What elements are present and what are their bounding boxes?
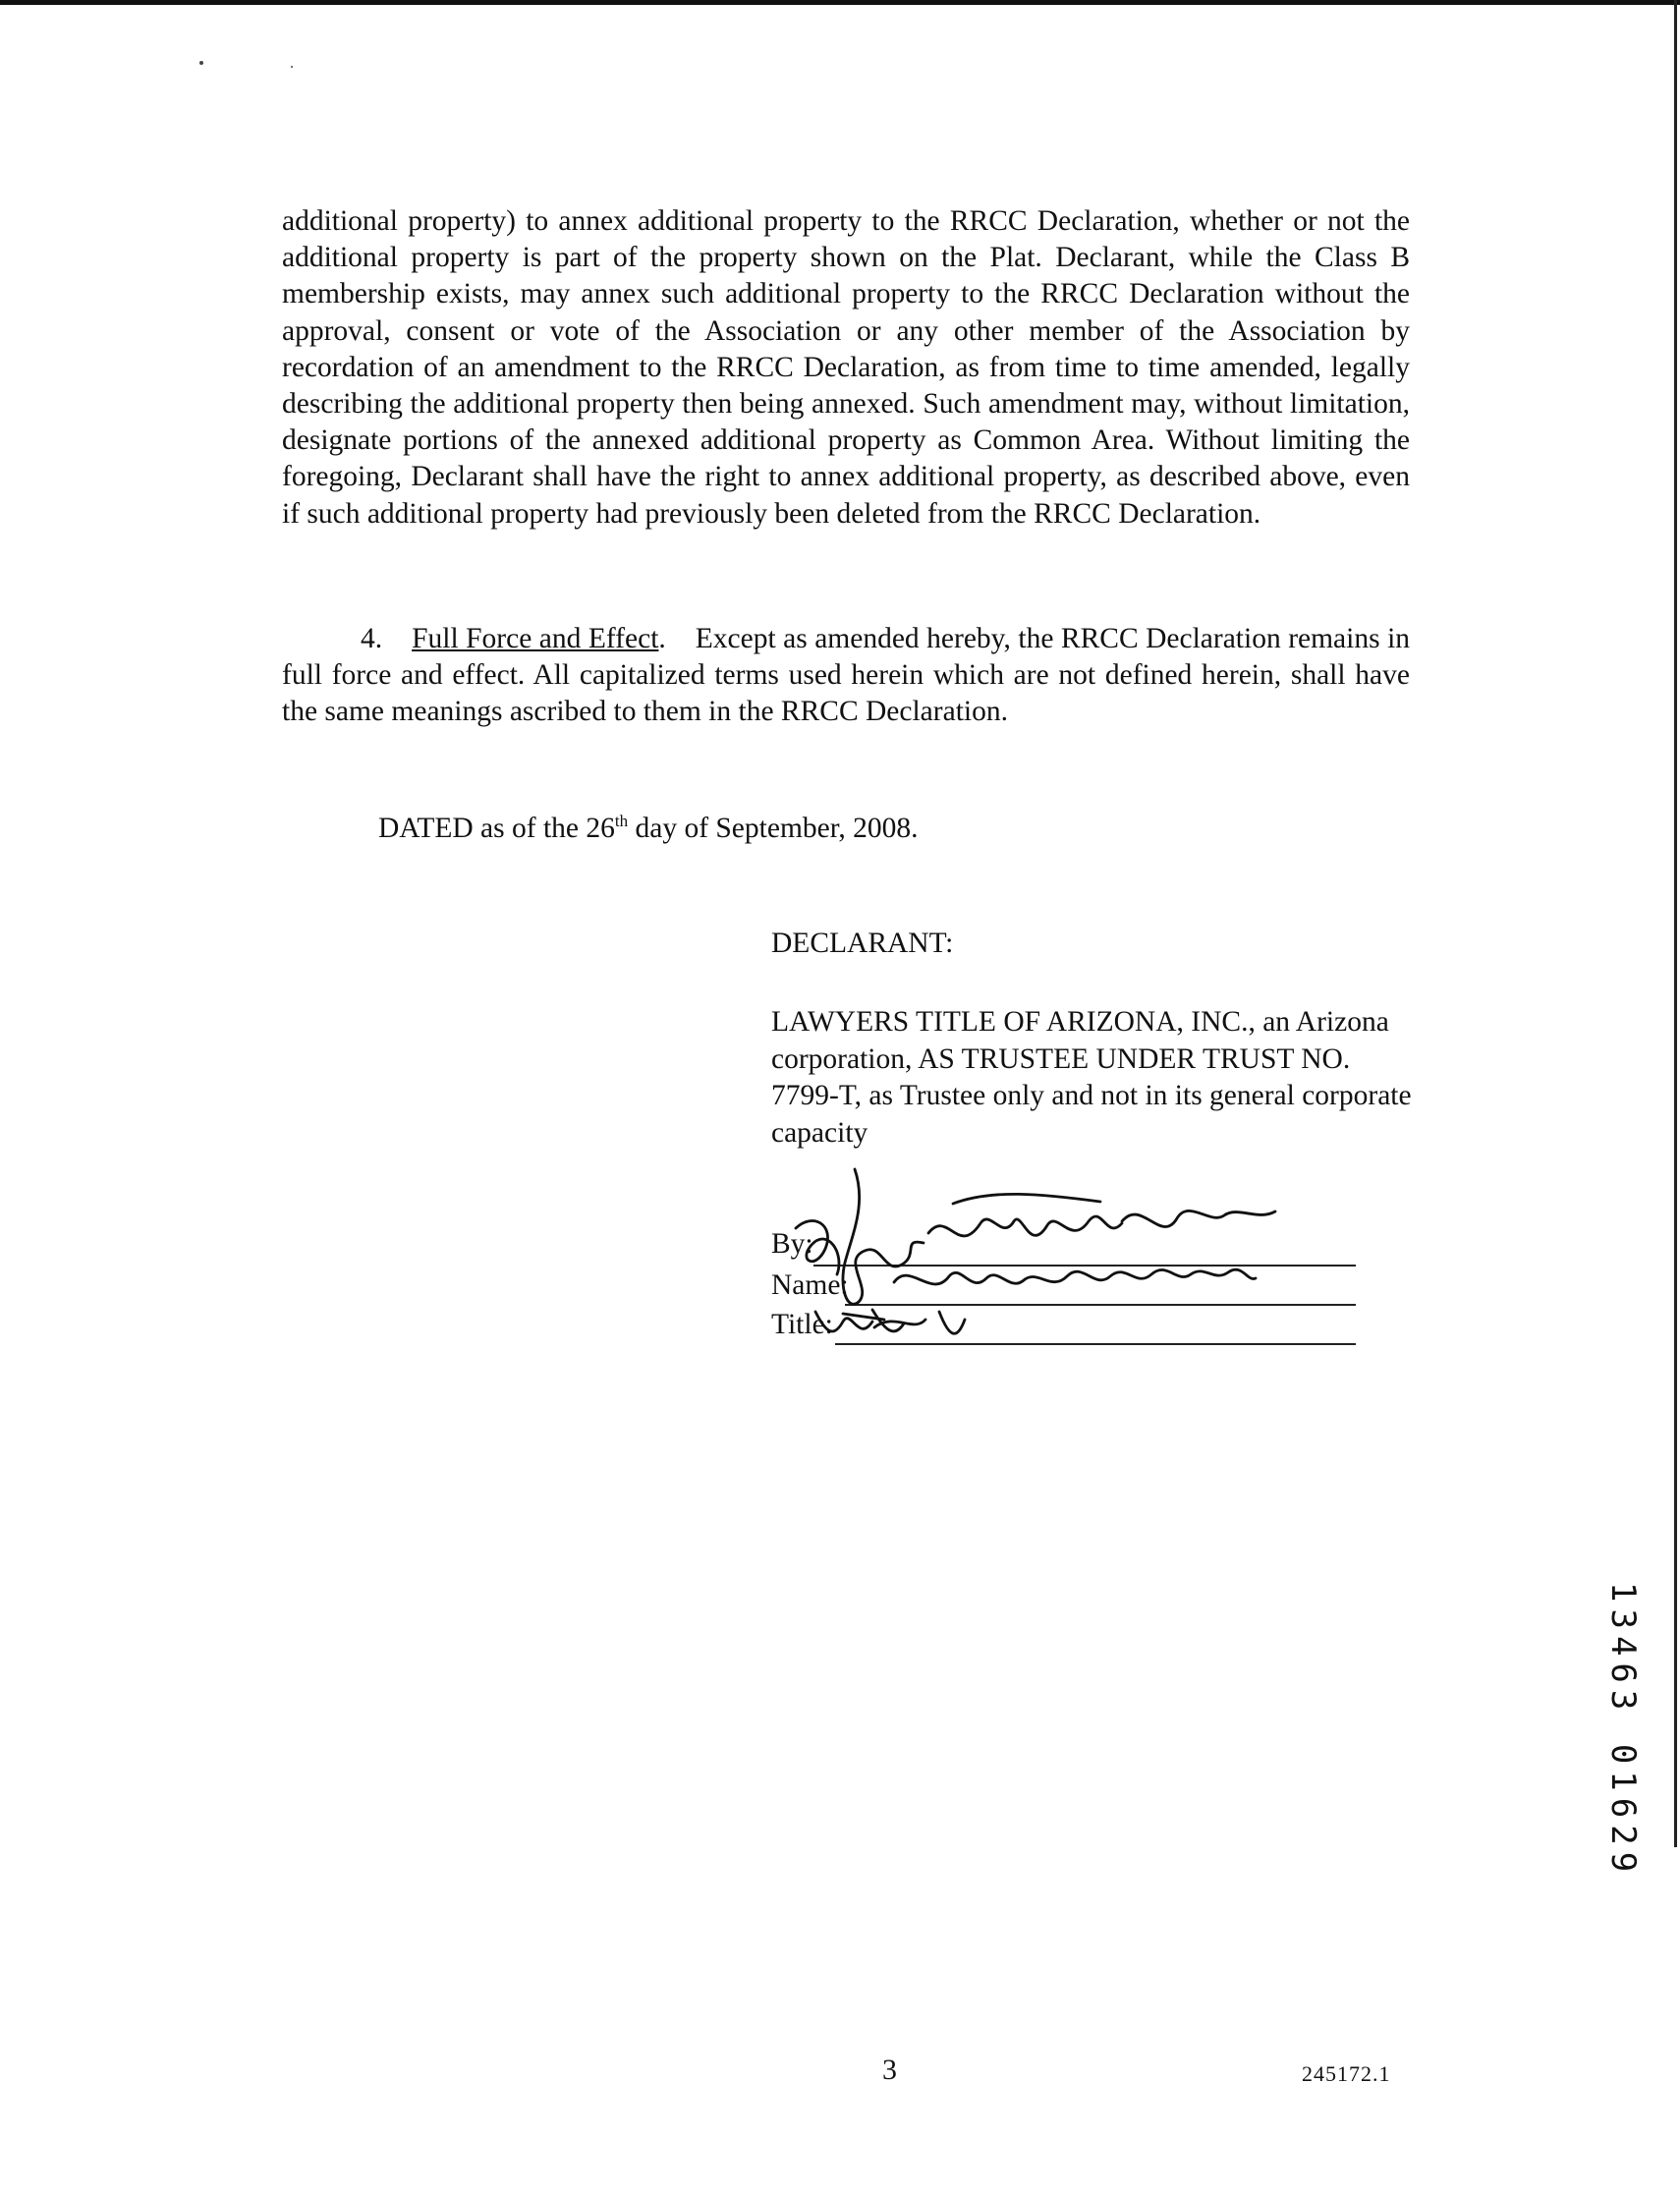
paragraph-text: additional property) to annex additional property to the RRCC Declaration, whether or not the additional property is part of the property shown on the Plat. Declarant, while the Class B membership exists, may annex such additional property to the RRCC Declaration without the approval, consent or vote of the Association or any other member of the Association by recordation of an amendment to the RRCC Declaration, as from time to time amended, legally describing the additional property then being annexed. Such amendment may, without limitation, designate portions of the annexed additional property as Common Area. Without limiting the foregoing, Declarant shall have the right to annex additional property, as described above, even if such additional property had previously been deleted from the RRCC Declaration. [282,205,1410,530]
scan-edge-right [1674,0,1677,1847]
dated-ordinal: th [614,812,629,830]
section-4-text: Except as amended hereby, the RRCC Declaration remains in full force and effect. All capitalized terms used herein which are not defined herein, shall have the same meanings ascribed to them in the RRCC Declaration. [282,623,1411,728]
paragraph-continuation [282,203,1410,533]
section-4 [282,621,1410,731]
scan-speck [199,61,203,65]
name-label: Name: [771,1269,849,1301]
by-label: By: [771,1228,813,1260]
dated-line [378,812,919,845]
handwritten-signature [756,1164,1307,1351]
section-4-number: 4. [361,623,383,654]
dated-rest: day of September, 2008. [628,812,919,844]
scan-speck [291,66,293,68]
recording-stamp: 13463 01629 [1603,1582,1643,1880]
title-label: Title: [771,1309,833,1340]
dated-prefix: DATED as of the 26 [378,812,615,844]
section-4-heading: Full Force and Effect [412,623,659,654]
trustee-block: LAWYERS TITLE OF ARIZONA, INC., an Arizona corporation, AS TRUSTEE UNDER TRUST NO. 7799-T, as Trustee only and not in its general corporate capacity [771,1006,1412,1149]
declarant-label: DECLARANT: [771,928,954,959]
scan-edge-top [0,0,1680,5]
document-number: 245172.1 [1302,2061,1391,2086]
section-4-paragraph: 4. Full Force and Effect. Except as amended hereby, the RRCC Declaration remains in full force and effect. All capitalized terms used herein which are not defined herein, shall have the same meanings ascribed to them in the RRCC Declaration. [282,623,1411,728]
page-number: 3 [882,2054,897,2086]
